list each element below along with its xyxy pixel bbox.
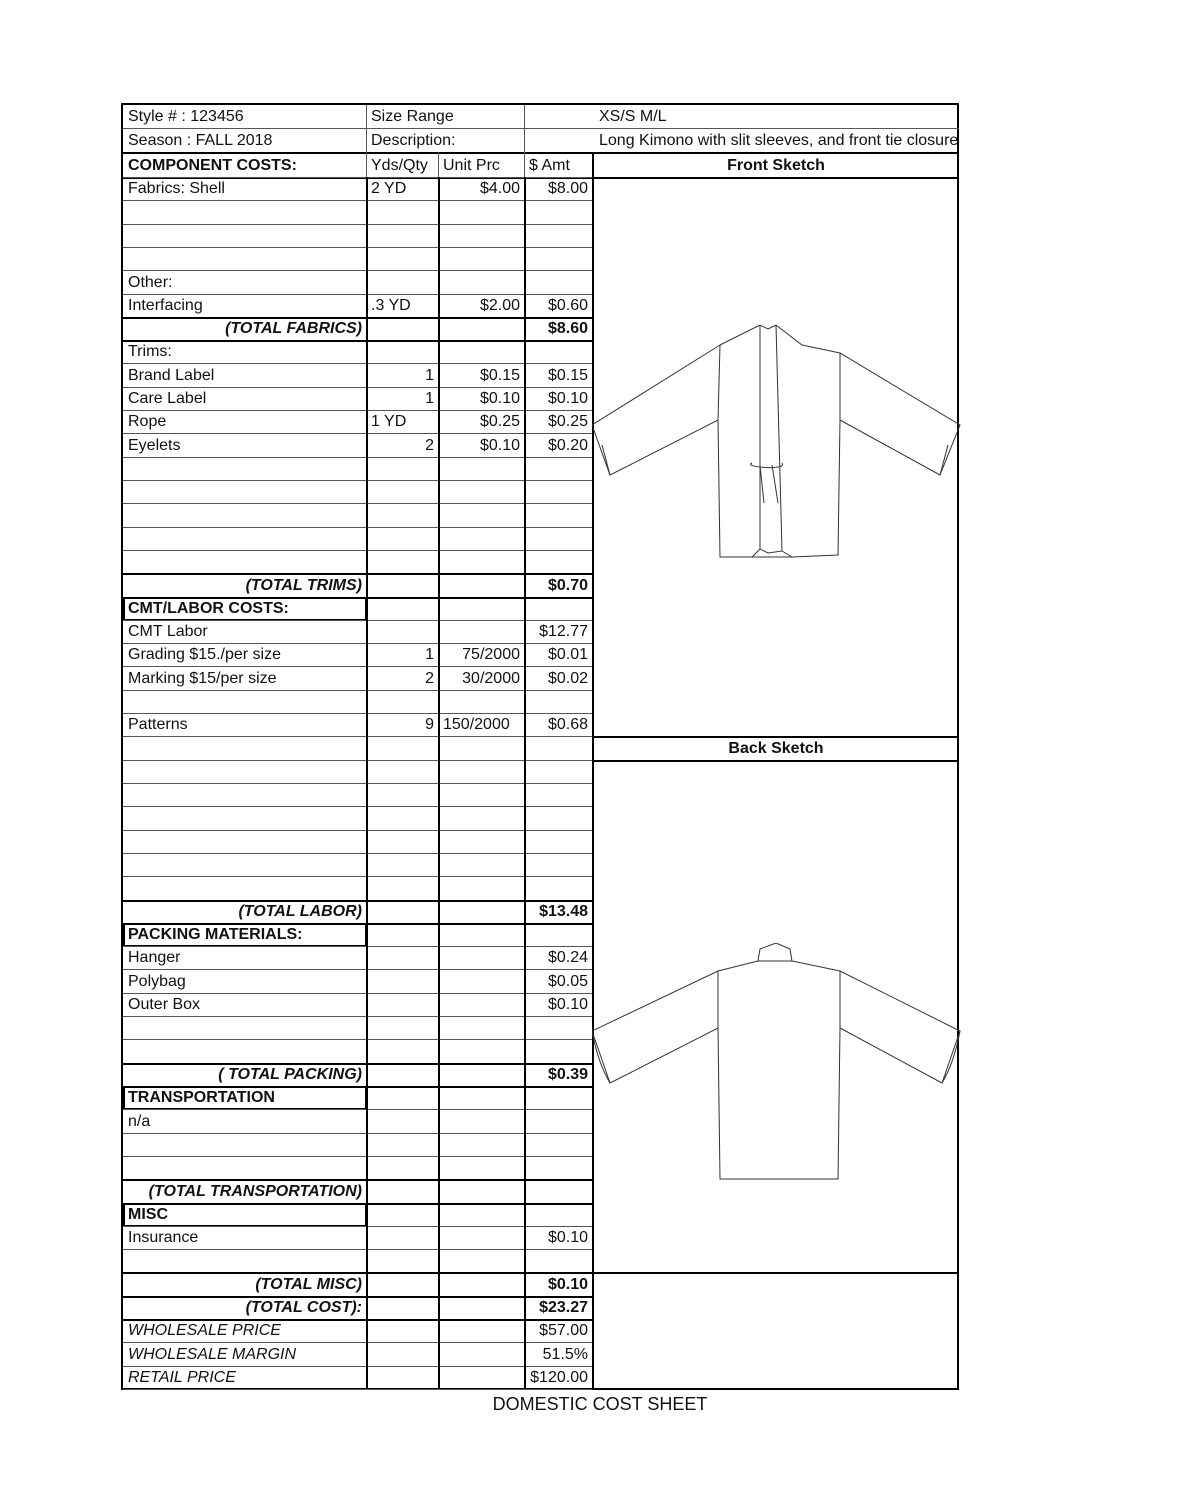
row-qty: [366, 900, 438, 923]
row-qty: [366, 317, 438, 340]
row-qty: [366, 946, 438, 969]
row-amount: [524, 340, 592, 363]
row-unit-price: [438, 853, 524, 876]
row-unit-price: [438, 1366, 524, 1389]
row-unit-price: $4.00: [479, 180, 520, 198]
row-amount: [524, 1039, 592, 1062]
grid-line: [123, 1039, 592, 1040]
row-unit-price: [438, 1086, 524, 1109]
row-amount: [524, 1156, 592, 1179]
row-amount: $8.00: [547, 180, 588, 198]
row-label: Trims:: [128, 343, 172, 361]
row-label: Patterns: [128, 716, 188, 734]
description-label: Description:: [371, 132, 456, 149]
section-box: [123, 597, 367, 621]
row-qty: [366, 200, 438, 223]
row-label: [123, 457, 366, 480]
row-amount: [524, 690, 592, 713]
row-unit-price: [438, 340, 524, 363]
row-label: ( TOTAL PACKING): [218, 1065, 362, 1083]
row-qty: [366, 480, 438, 503]
row-amount: [524, 923, 592, 946]
row-amount: $0.05: [547, 972, 588, 990]
grid-line: [123, 1203, 592, 1205]
row-unit-price: $0.15: [479, 366, 520, 384]
row-qty: [366, 1226, 438, 1249]
row-amount: [524, 1016, 592, 1039]
section-box: [123, 1203, 367, 1227]
row-label: Rope: [128, 413, 167, 431]
row-label: [123, 1249, 366, 1272]
row-label: Marking $15/per size: [128, 669, 277, 687]
row-qty: [366, 1133, 438, 1156]
row-qty: [366, 457, 438, 480]
row-amount: [524, 247, 592, 270]
row-label: MISC: [128, 1205, 168, 1223]
row-unit-price: [438, 1249, 524, 1272]
row-label: Other:: [128, 273, 173, 291]
row-unit-price: [438, 503, 524, 526]
row-unit-price: [438, 1063, 524, 1086]
row-qty: [366, 690, 438, 713]
row-unit-price: [438, 1226, 524, 1249]
front-sketch-drawing: [592, 325, 962, 565]
row-unit-price: [438, 224, 524, 247]
row-unit-price: [438, 550, 524, 573]
row-amount: [524, 1109, 592, 1132]
row-qty: [366, 876, 438, 899]
section-box: [123, 923, 367, 947]
grid-line: [123, 1319, 592, 1321]
grid-line: [123, 128, 959, 129]
row-unit-price: 30/2000: [462, 669, 520, 687]
row-amount: $0.10: [547, 1229, 588, 1247]
row-amount: $0.01: [547, 646, 588, 664]
row-unit-price: [438, 993, 524, 1016]
style-number: Style # : 123456: [128, 108, 244, 125]
row-unit-price: [438, 1109, 524, 1132]
row-label: [123, 1156, 366, 1179]
grid-line: [123, 270, 592, 271]
grid-line: [123, 433, 592, 434]
row-amount: [524, 1133, 592, 1156]
row-qty: [366, 1366, 438, 1389]
row-label: (TOTAL FABRICS): [225, 320, 362, 338]
row-qty: [366, 1179, 438, 1202]
grid-line: [524, 128, 525, 152]
row-unit-price: [438, 923, 524, 946]
row-qty: [366, 224, 438, 247]
row-amount: $0.20: [547, 436, 588, 454]
row-amount: [524, 1249, 592, 1272]
grid-line: [123, 900, 592, 902]
grid-line: [123, 876, 592, 877]
row-unit-price: [438, 690, 524, 713]
row-label: Fabrics: Shell: [128, 180, 225, 198]
row-label: WHOLESALE MARGIN: [128, 1345, 297, 1363]
grid-line: [123, 713, 592, 714]
row-amount: [524, 527, 592, 550]
row-label: [123, 760, 366, 783]
grid-line: [123, 457, 592, 458]
grid-line: [438, 177, 440, 1389]
row-qty: [366, 620, 438, 643]
row-qty: [366, 1296, 438, 1319]
size-range-label: Size Range: [371, 108, 454, 125]
row-amount: [524, 1086, 592, 1109]
grid-line: [123, 247, 592, 248]
row-qty: [366, 503, 438, 526]
row-qty: [366, 1016, 438, 1039]
row-label: CMT/LABOR COSTS:: [128, 599, 289, 617]
grid-line: [123, 1156, 592, 1157]
grid-line: [123, 1389, 592, 1390]
row-amount: [524, 597, 592, 620]
grid-line: [123, 1109, 592, 1110]
row-unit-price: [438, 1179, 524, 1202]
row-qty: [366, 830, 438, 853]
row-qty: [366, 1156, 438, 1179]
row-label: [123, 783, 366, 806]
row-unit-price: [438, 969, 524, 992]
front-sketch-title: Front Sketch: [727, 157, 825, 174]
row-label: (TOTAL LABOR): [238, 902, 362, 920]
row-label: [123, 1133, 366, 1156]
row-unit-price: [438, 1296, 524, 1319]
grid-line: [123, 806, 592, 807]
grid-line: [123, 946, 592, 947]
row-label: (TOTAL TRIMS): [245, 576, 362, 594]
row-amount: [524, 853, 592, 876]
row-amount: [524, 760, 592, 783]
grid-line: [123, 690, 592, 691]
grid-line: [123, 177, 592, 178]
row-qty: 2 YD: [371, 180, 407, 198]
row-label: Brand Label: [128, 366, 215, 384]
row-unit-price: $2.00: [479, 296, 520, 314]
size-range-value: XS/S M/L: [599, 108, 667, 125]
grid-line: [123, 363, 592, 364]
row-label: [123, 503, 366, 526]
row-label: Care Label: [128, 390, 207, 408]
grid-line: [123, 340, 592, 342]
grid-line: [123, 1366, 592, 1367]
grid-line: [123, 152, 959, 154]
grid-line: [123, 1342, 592, 1343]
row-unit-price: [438, 1133, 524, 1156]
row-amount: [524, 876, 592, 899]
row-unit-price: [438, 1016, 524, 1039]
row-qty: [366, 806, 438, 829]
row-qty: 1 YD: [371, 413, 407, 431]
row-unit-price: 75/2000: [462, 646, 520, 664]
col-amt: $ Amt: [529, 157, 570, 174]
row-amount: $57.00: [539, 1322, 588, 1340]
row-amount: $0.10: [547, 390, 588, 408]
row-amount: [524, 1203, 592, 1226]
grid-line: [123, 923, 592, 925]
row-qty: .3 YD: [371, 296, 411, 314]
row-unit-price: [438, 480, 524, 503]
row-unit-price: [438, 900, 524, 923]
row-label: [123, 830, 366, 853]
grid-line: [123, 620, 592, 621]
row-qty: [366, 550, 438, 573]
grid-line: [123, 317, 592, 319]
row-unit-price: [438, 1203, 524, 1226]
row-unit-price: [438, 620, 524, 643]
row-qty: [366, 1086, 438, 1109]
row-label: [123, 247, 366, 270]
season: Season : FALL 2018: [128, 132, 273, 149]
grid-line: [123, 1296, 592, 1298]
row-amount: [524, 550, 592, 573]
grid-line: [123, 666, 592, 667]
row-qty: 1: [425, 646, 434, 664]
row-label: PACKING MATERIALS:: [128, 926, 303, 944]
row-unit-price: [438, 1272, 524, 1295]
grid-line: [123, 1226, 592, 1227]
row-unit-price: [438, 317, 524, 340]
row-unit-price: [438, 736, 524, 759]
grid-line: [123, 480, 592, 481]
row-amount: [524, 783, 592, 806]
row-qty: 2: [425, 669, 434, 687]
row-amount: $0.15: [547, 366, 588, 384]
grid-line: [123, 1272, 592, 1274]
section-box: [123, 1086, 367, 1110]
row-qty: [366, 340, 438, 363]
grid-line: [524, 152, 525, 177]
row-amount: [524, 270, 592, 293]
grid-line: [123, 853, 592, 854]
row-qty: [366, 573, 438, 596]
row-unit-price: [438, 1156, 524, 1179]
grid-line: [123, 410, 592, 411]
row-unit-price: [438, 783, 524, 806]
grid-line: [123, 200, 592, 201]
grid-line: [123, 1179, 592, 1181]
row-unit-price: [438, 876, 524, 899]
row-qty: [366, 969, 438, 992]
description-value: Long Kimono with slit sleeves, and front tie closure: [599, 132, 959, 149]
row-unit-price: $0.10: [479, 436, 520, 454]
row-unit-price: [438, 830, 524, 853]
grid-line: [123, 387, 592, 388]
row-amount: [524, 480, 592, 503]
row-label: (TOTAL TRANSPORTATION): [148, 1182, 362, 1200]
row-amount: $0.24: [547, 949, 588, 967]
row-amount: $23.27: [539, 1299, 588, 1317]
row-amount: $0.39: [547, 1065, 588, 1083]
row-qty: [366, 1249, 438, 1272]
grid-line: [123, 643, 592, 644]
row-qty: [366, 853, 438, 876]
row-qty: 2: [425, 436, 434, 454]
row-unit-price: [438, 1039, 524, 1062]
row-qty: [366, 1319, 438, 1342]
row-unit-price: [438, 270, 524, 293]
row-label: WHOLESALE PRICE: [128, 1322, 281, 1340]
row-label: (TOTAL COST):: [245, 1299, 362, 1317]
grid-line: [123, 1133, 592, 1134]
grid-line: [592, 1272, 959, 1274]
grid-line: [524, 177, 526, 1389]
row-label: Insurance: [128, 1229, 199, 1247]
row-qty: [366, 1063, 438, 1086]
row-amount: [524, 736, 592, 759]
row-qty: 1: [425, 390, 434, 408]
grid-line: [123, 550, 592, 551]
row-amount: [524, 503, 592, 526]
row-amount: [524, 457, 592, 480]
grid-line: [123, 294, 592, 295]
row-label: Polybag: [128, 972, 186, 990]
row-qty: [366, 247, 438, 270]
row-label: Hanger: [128, 949, 181, 967]
row-unit-price: [438, 760, 524, 783]
row-qty: [366, 527, 438, 550]
col-unit-prc: Unit Prc: [443, 157, 500, 174]
row-label: [123, 1016, 366, 1039]
row-label: (TOTAL MISC): [255, 1275, 362, 1293]
row-qty: 9: [425, 716, 434, 734]
row-label: Eyelets: [128, 436, 181, 454]
grid-line: [123, 783, 592, 784]
row-amount: [524, 224, 592, 247]
grid-line: [123, 760, 592, 761]
sheet-caption-text: DOMESTIC COST SHEET: [492, 1394, 708, 1414]
row-unit-price: [438, 1342, 524, 1365]
row-amount: [524, 806, 592, 829]
grid-line: [123, 993, 592, 994]
row-label: Interfacing: [128, 296, 203, 314]
row-qty: [366, 783, 438, 806]
grid-line: [123, 1249, 592, 1250]
grid-line: [366, 105, 367, 177]
grid-line: [123, 527, 592, 528]
row-unit-price: [438, 597, 524, 620]
row-amount: 51.5%: [542, 1345, 588, 1363]
row-label: [123, 200, 366, 223]
row-amount: $0.02: [547, 669, 588, 687]
row-unit-price: 150/2000: [443, 716, 510, 734]
row-unit-price: [438, 247, 524, 270]
row-label: RETAIL PRICE: [128, 1368, 236, 1386]
row-unit-price: [438, 527, 524, 550]
row-amount: [524, 830, 592, 853]
grid-line: [592, 760, 959, 762]
row-unit-price: [438, 806, 524, 829]
row-label: [123, 550, 366, 573]
row-label: [123, 224, 366, 247]
row-amount: $0.10: [547, 996, 588, 1014]
row-qty: [366, 760, 438, 783]
grid-line: [123, 224, 592, 225]
grid-line: [123, 1016, 592, 1017]
row-label: n/a: [128, 1112, 151, 1130]
row-amount: $0.25: [547, 413, 588, 431]
grid-line: [438, 152, 439, 177]
row-qty: [366, 736, 438, 759]
row-label: TRANSPORTATION: [128, 1089, 275, 1107]
row-qty: [366, 1342, 438, 1365]
grid-line: [366, 177, 368, 1389]
row-qty: [366, 1272, 438, 1295]
row-unit-price: [438, 200, 524, 223]
grid-line: [123, 1086, 592, 1088]
row-qty: [366, 270, 438, 293]
row-unit-price: $0.25: [479, 413, 520, 431]
grid-line: [524, 105, 525, 128]
col-yds-qty: Yds/Qty: [371, 157, 428, 174]
grid-line: [123, 830, 592, 831]
row-amount: [524, 200, 592, 223]
row-unit-price: [438, 946, 524, 969]
row-label: Outer Box: [128, 996, 201, 1014]
row-amount: $0.60: [547, 296, 588, 314]
row-label: Grading $15./per size: [128, 646, 281, 664]
row-unit-price: [438, 1319, 524, 1342]
row-unit-price: [438, 457, 524, 480]
row-amount: $0.70: [547, 576, 588, 594]
row-label: [123, 736, 366, 759]
grid-line: [123, 1063, 592, 1065]
back-sketch-drawing: [592, 943, 962, 1183]
component-costs-heading: COMPONENT COSTS:: [128, 157, 297, 174]
row-unit-price: $0.10: [479, 390, 520, 408]
row-label: [123, 1039, 366, 1062]
row-qty: [366, 597, 438, 620]
row-label: CMT Labor: [128, 623, 208, 641]
row-qty: [366, 993, 438, 1016]
row-qty: [366, 1039, 438, 1062]
row-amount: $12.77: [539, 623, 588, 641]
row-unit-price: [438, 573, 524, 596]
row-qty: [366, 923, 438, 946]
grid-line: [123, 736, 592, 737]
cost-sheet: [121, 103, 959, 1390]
row-qty: [366, 1203, 438, 1226]
row-amount: [524, 1179, 592, 1202]
row-label: [123, 853, 366, 876]
row-qty: [366, 1109, 438, 1132]
row-amount: $120.00: [530, 1368, 588, 1386]
grid-line: [592, 152, 594, 177]
row-qty: 1: [425, 366, 434, 384]
grid-line: [123, 503, 592, 504]
grid-line: [123, 573, 592, 575]
row-label: [123, 480, 366, 503]
grid-line: [123, 597, 592, 599]
row-amount: $0.68: [547, 716, 588, 734]
row-amount: $0.10: [547, 1275, 588, 1293]
grid-line: [123, 969, 592, 970]
row-label: [123, 806, 366, 829]
row-label: [123, 690, 366, 713]
row-amount: $8.60: [547, 320, 588, 338]
row-amount: $13.48: [539, 902, 588, 920]
back-sketch-title: Back Sketch: [728, 739, 824, 757]
row-label: [123, 876, 366, 899]
row-label: [123, 527, 366, 550]
